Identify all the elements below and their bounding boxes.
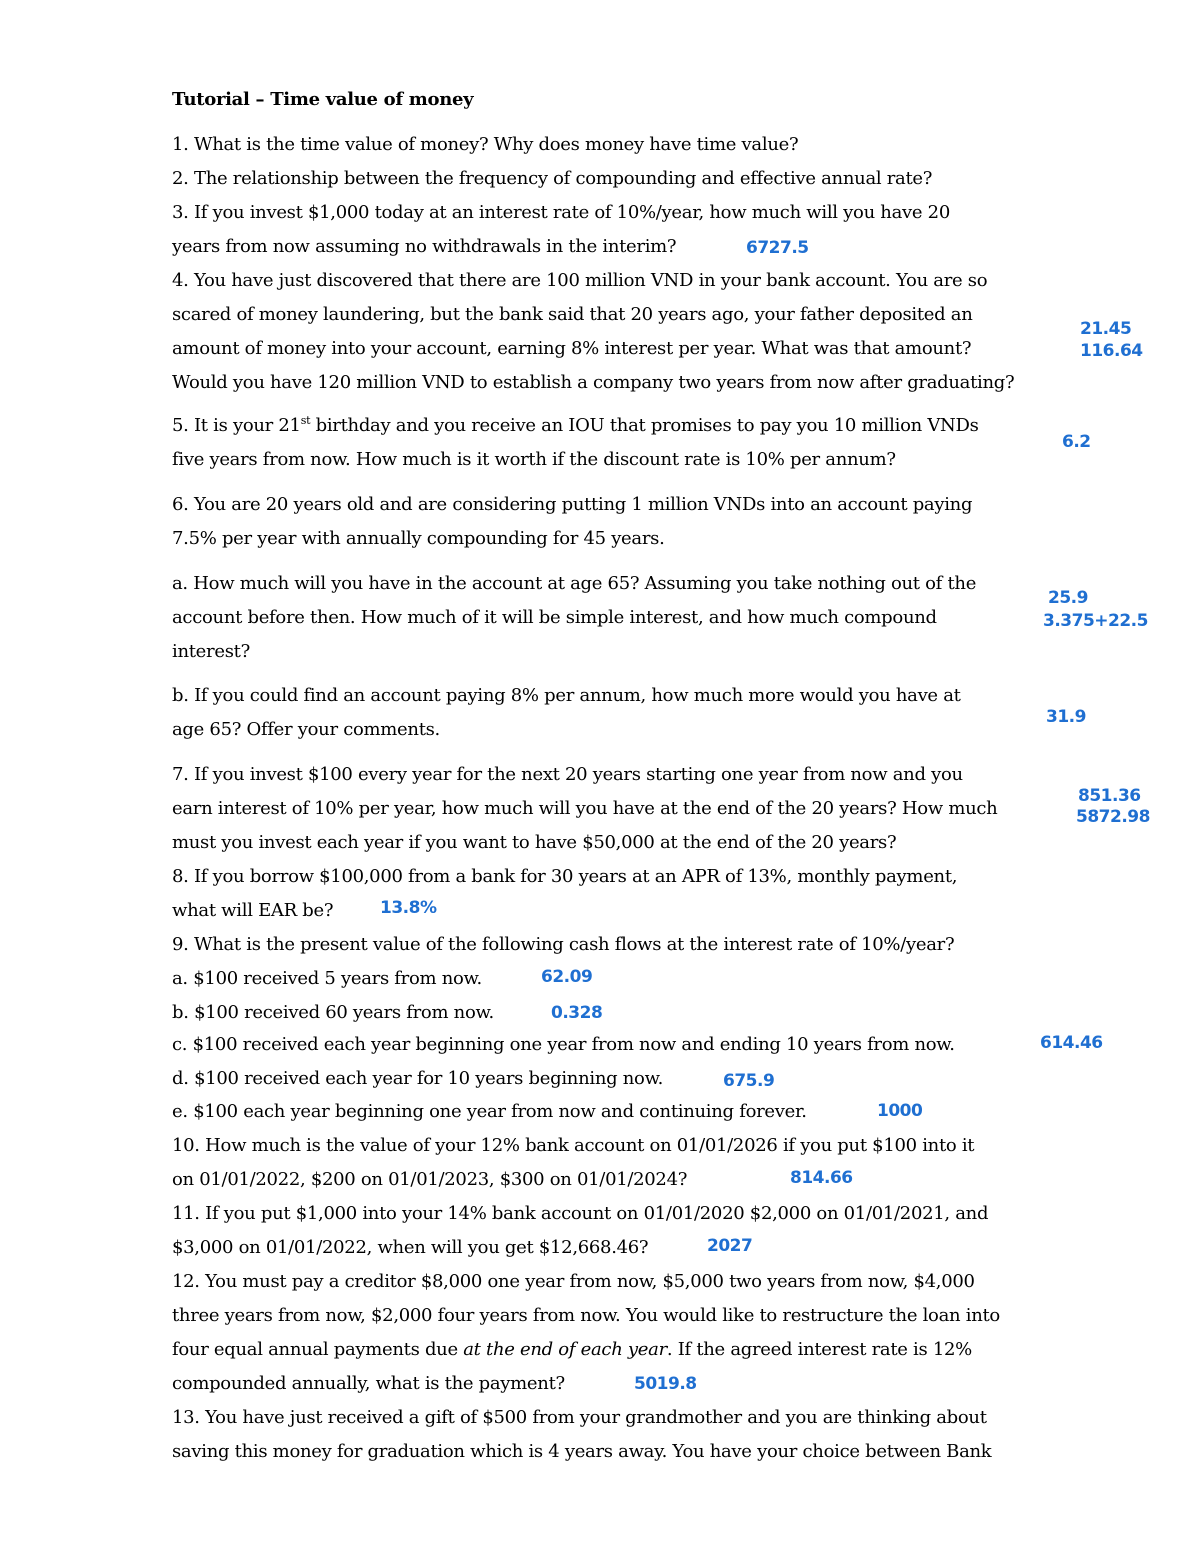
question-9-line-1: 9. What is the present value of the following cash flows at the interest rate of 10%/year? xyxy=(172,934,955,955)
question-5-line-1 xyxy=(172,414,979,438)
question-6a-line-3: interest? xyxy=(172,641,250,662)
question-12-line-1: 12. You must pay a creditor $8,000 one year from now, $5,000 two years from now, $4,000 xyxy=(172,1271,975,1292)
answer-9d: 675.9 xyxy=(723,1071,775,1091)
answer-9e: 1000 xyxy=(877,1101,923,1121)
question-3-line-1: 3. If you invest $1,000 today at an interest rate of 10%/year, how much will you have 20 xyxy=(172,202,950,223)
answer-8: 13.8% xyxy=(380,898,437,918)
question-5-text-a: 5. It is your 21 xyxy=(172,415,301,436)
answer-11: 2027 xyxy=(707,1236,753,1256)
question-9d: d. $100 received each year for 10 years beginning now. xyxy=(172,1068,663,1089)
question-6a-line-2: account before then. How much of it will be simple interest, and how much compound xyxy=(172,607,937,628)
question-8-line-1: 8. If you borrow $100,000 from a bank for 30 years at an APR of 13%, monthly payment, xyxy=(172,866,958,887)
answer-6a-2: 3.375+22.5 xyxy=(1043,611,1148,631)
question-5-text-b: birthday and you receive an IOU that promises to pay you 10 million VNDs xyxy=(310,415,979,436)
question-9c: c. $100 received each year beginning one year from now and ending 10 years from now. xyxy=(172,1034,955,1055)
question-6-line-1: 6. You are 20 years old and are considering putting 1 million VNDs into an account paying xyxy=(172,494,973,515)
question-12-italic: at the end of each year xyxy=(463,1339,667,1360)
question-11-line-1: 11. If you put $1,000 into your 14% bank account on 01/01/2020 $2,000 on 01/01/2021, and xyxy=(172,1203,989,1224)
question-11-line-2: $3,000 on 01/01/2022, when will you get $12,668.46? xyxy=(172,1237,649,1258)
answer-9c: 614.46 xyxy=(1040,1033,1103,1053)
question-9a: a. $100 received 5 years from now. xyxy=(172,968,482,989)
question-10-line-2: on 01/01/2022, $200 on 01/01/2023, $300 on 01/01/2024? xyxy=(172,1169,688,1190)
question-2: 2. The relationship between the frequency of compounding and effective annual rate? xyxy=(172,168,933,189)
question-13-line-2: saving this money for graduation which is 4 years away. You have your choice between Bank xyxy=(172,1441,992,1462)
answer-4b: 116.64 xyxy=(1080,341,1143,361)
question-6b-line-2: age 65? Offer your comments. xyxy=(172,719,440,740)
question-12-text-a: four equal annual payments due xyxy=(172,1339,464,1360)
answer-6a-1: 25.9 xyxy=(1048,588,1088,608)
page-title: Tutorial – Time value of money xyxy=(172,89,474,110)
answer-4a: 21.45 xyxy=(1080,319,1132,339)
question-9e: e. $100 each year beginning one year from now and continuing forever. xyxy=(172,1101,807,1122)
answer-9b: 0.328 xyxy=(551,1003,603,1023)
question-4-line-3: amount of money into your account, earning 8% interest per year. What was that amount? xyxy=(172,338,972,359)
question-7-line-2: earn interest of 10% per year, how much will you have at the end of the 20 years? How much xyxy=(172,798,998,819)
answer-7b: 5872.98 xyxy=(1076,807,1150,827)
question-4-line-1: 4. You have just discovered that there are 100 million VND in your bank account. You are so xyxy=(172,270,988,291)
question-10-line-1: 10. How much is the value of your 12% bank account on 01/01/2026 if you put $100 into it xyxy=(172,1135,975,1156)
answer-9a: 62.09 xyxy=(541,967,593,987)
question-4-line-2: scared of money laundering, but the bank said that 20 years ago, your father deposited an xyxy=(172,304,973,325)
question-12-line-3 xyxy=(172,1338,972,1362)
question-6b-line-1: b. If you could find an account paying 8% per annum, how much more would you have at xyxy=(172,685,961,706)
ordinal-suffix: st xyxy=(300,414,311,427)
question-12-line-4: compounded annually, what is the payment? xyxy=(172,1373,565,1394)
question-13-line-1: 13. You have just received a gift of $500 from your grandmother and you are thinking about xyxy=(172,1407,987,1428)
answer-5: 6.2 xyxy=(1062,432,1091,452)
question-12-line-2: three years from now, $2,000 four years from now. You would like to restructure the loan into xyxy=(172,1305,1000,1326)
question-9b: b. $100 received 60 years from now. xyxy=(172,1002,494,1023)
question-8-line-2: what will EAR be? xyxy=(172,900,334,921)
question-1: 1. What is the time value of money? Why does money have time value? xyxy=(172,134,799,155)
question-12-text-b: . If the agreed interest rate is 12% xyxy=(666,1339,972,1360)
answer-3: 6727.5 xyxy=(746,238,809,258)
question-7-line-3: must you invest each year if you want to have $50,000 at the end of the 20 years? xyxy=(172,832,897,853)
answer-12: 5019.8 xyxy=(634,1374,697,1394)
answer-10: 814.66 xyxy=(790,1168,853,1188)
question-7-line-1: 7. If you invest $100 every year for the next 20 years starting one year from now and you xyxy=(172,764,963,785)
question-5-line-2: five years from now. How much is it worth if the discount rate is 10% per annum? xyxy=(172,449,896,470)
question-6a-line-1: a. How much will you have in the account at age 65? Assuming you take nothing out of the xyxy=(172,573,977,594)
answer-7a: 851.36 xyxy=(1078,786,1141,806)
question-3-line-2: years from now assuming no withdrawals in the interim? xyxy=(172,236,677,257)
question-6-line-2: 7.5% per year with annually compounding for 45 years. xyxy=(172,528,665,549)
answer-6b: 31.9 xyxy=(1046,707,1086,727)
question-4-line-4: Would you have 120 million VND to establish a company two years from now after graduating? xyxy=(172,372,1015,393)
